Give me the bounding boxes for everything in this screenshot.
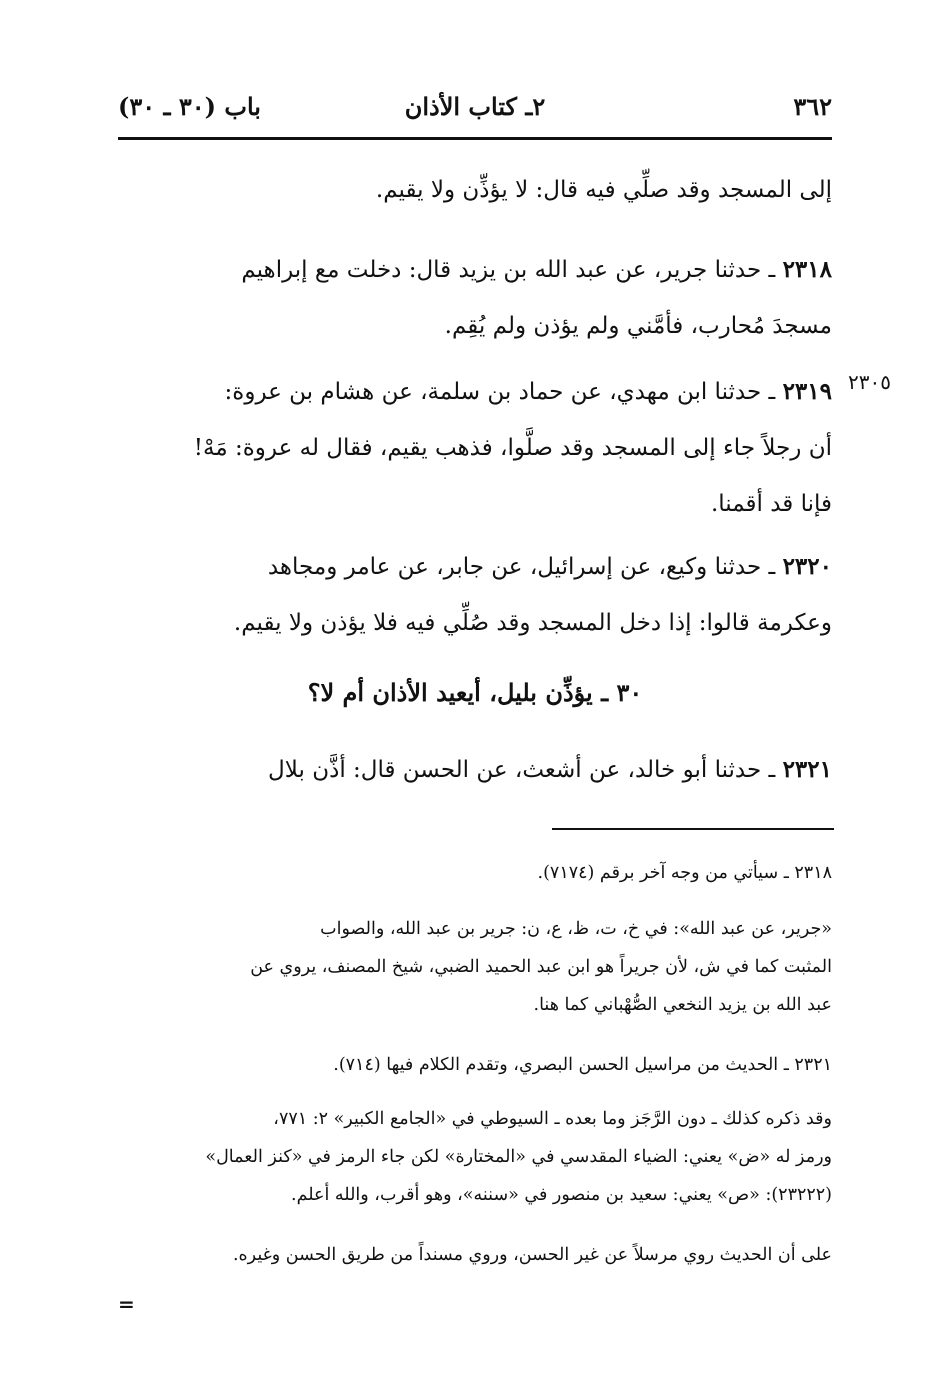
text-line: إلى المسجد وقد صلِّي فيه قال: لا يؤذِّن ولا يقيم. — [375, 177, 832, 203]
hadith-text: ـ حدثنا أبو خالد، عن أشعث، عن الحسن قال: أذَّن بلال — [268, 757, 776, 783]
hadith-number: ٢٣٢٠ — [782, 553, 832, 580]
margin-number: ٢٣٠٥ — [848, 370, 891, 394]
footnote-2321-ref — [118, 1046, 832, 1084]
text-line — [118, 242, 832, 298]
footnote-line: (٢٣٢٢٢): «ص» يعني: سعيد بن منصور في «سننه»، وهو أقرب، والله أعلم. — [291, 1185, 832, 1205]
text-line: أن رجلاً جاء إلى المسجد وقد صلَّوا، فذهب يقيم، فقال له عروة: مَهْ! — [193, 435, 832, 461]
footnote-2318-ref — [118, 854, 832, 892]
text-line — [118, 742, 832, 798]
text-line: مسجدَ مُحارب، فأمَّني ولم يؤذن ولم يُقِم. — [444, 313, 832, 339]
text-line — [118, 364, 832, 420]
text-line: وعكرمة قالوا: إذا دخل المسجد وقد صُلِّي فيه فلا يؤذن ولا يقيم. — [233, 610, 832, 636]
hadith-2320 — [118, 539, 832, 651]
hadith-number: ٢٣١٩ — [782, 378, 832, 405]
chapter-heading: ٣٠ ـ يؤذِّن بليل، أيعيد الأذان أم لا؟ — [307, 678, 643, 707]
footnote-line: المثبت كما في ش، لأن جريراً هو ابن عبد الحميد الضبي، شيخ المصنف، يروي عن — [250, 957, 832, 977]
header-rule — [118, 137, 832, 140]
text-line — [118, 539, 832, 595]
footnote-2321-note — [118, 1100, 832, 1214]
footnote-2318-note — [118, 910, 832, 1024]
footnote-line: ٢٣١٨ ـ سيأتي من وجه آخر برقم (٧١٧٤). — [537, 863, 832, 883]
hadith-2319 — [118, 364, 832, 532]
hadith-2318 — [118, 242, 832, 354]
hadith-text: ـ حدثنا وكيع، عن إسرائيل، عن جابر، عن عامر ومجاهد — [267, 554, 776, 580]
footnote-line: وقد ذكره كذلك ـ دون الرَّجَز وما بعده ـ السيوطي في «الجامع الكبير» ٢: ٧٧١، — [273, 1109, 832, 1129]
text-line: فإنا قد أقمنا. — [710, 491, 832, 517]
footnote-rule — [552, 828, 834, 830]
book-title: ٢ـ كتاب الأذان — [404, 92, 546, 121]
footnote-2321-extra — [118, 1236, 832, 1274]
hadith-number: ٢٣٢١ — [782, 756, 832, 783]
hadith-text: ـ حدثنا ابن مهدي، عن حماد بن سلمة، عن هشام بن عروة: — [224, 379, 776, 405]
footnote-line: على أن الحديث روي مرسلاً عن غير الحسن، وروي مسنداً من طريق الحسن وغيره. — [232, 1245, 832, 1265]
footnote-line: عبد الله بن يزيد النخعي الصُّهْباني كما هنا. — [533, 995, 832, 1015]
hadith-2321 — [118, 742, 832, 798]
chapter-range: باب (٣٠ ـ ٣٠) — [118, 92, 261, 121]
hadith-number: ٢٣١٨ — [782, 256, 832, 283]
hadith-text: ـ حدثنا جرير، عن عبد الله بن يزيد قال: دخلت مع إبراهيم — [241, 257, 776, 283]
footnote-line: «جرير، عن عبد الله»: في خ، ت، ظ، ع، ن: جرير بن عبد الله، والصواب — [320, 919, 832, 939]
continuation-mark: = — [118, 1292, 135, 1316]
continuation-paragraph — [118, 162, 832, 218]
footnote-line: ٢٣٢١ ـ الحديث من مراسيل الحسن البصري، وتقدم الكلام فيها (٧١٤). — [333, 1055, 832, 1075]
page-number: ٣٦٢ — [793, 92, 832, 121]
footnote-line: ورمز له «ض» يعني: الضياء المقدسي في «المختارة» لكن جاء الرمز في «كنز العمال» — [205, 1147, 832, 1167]
